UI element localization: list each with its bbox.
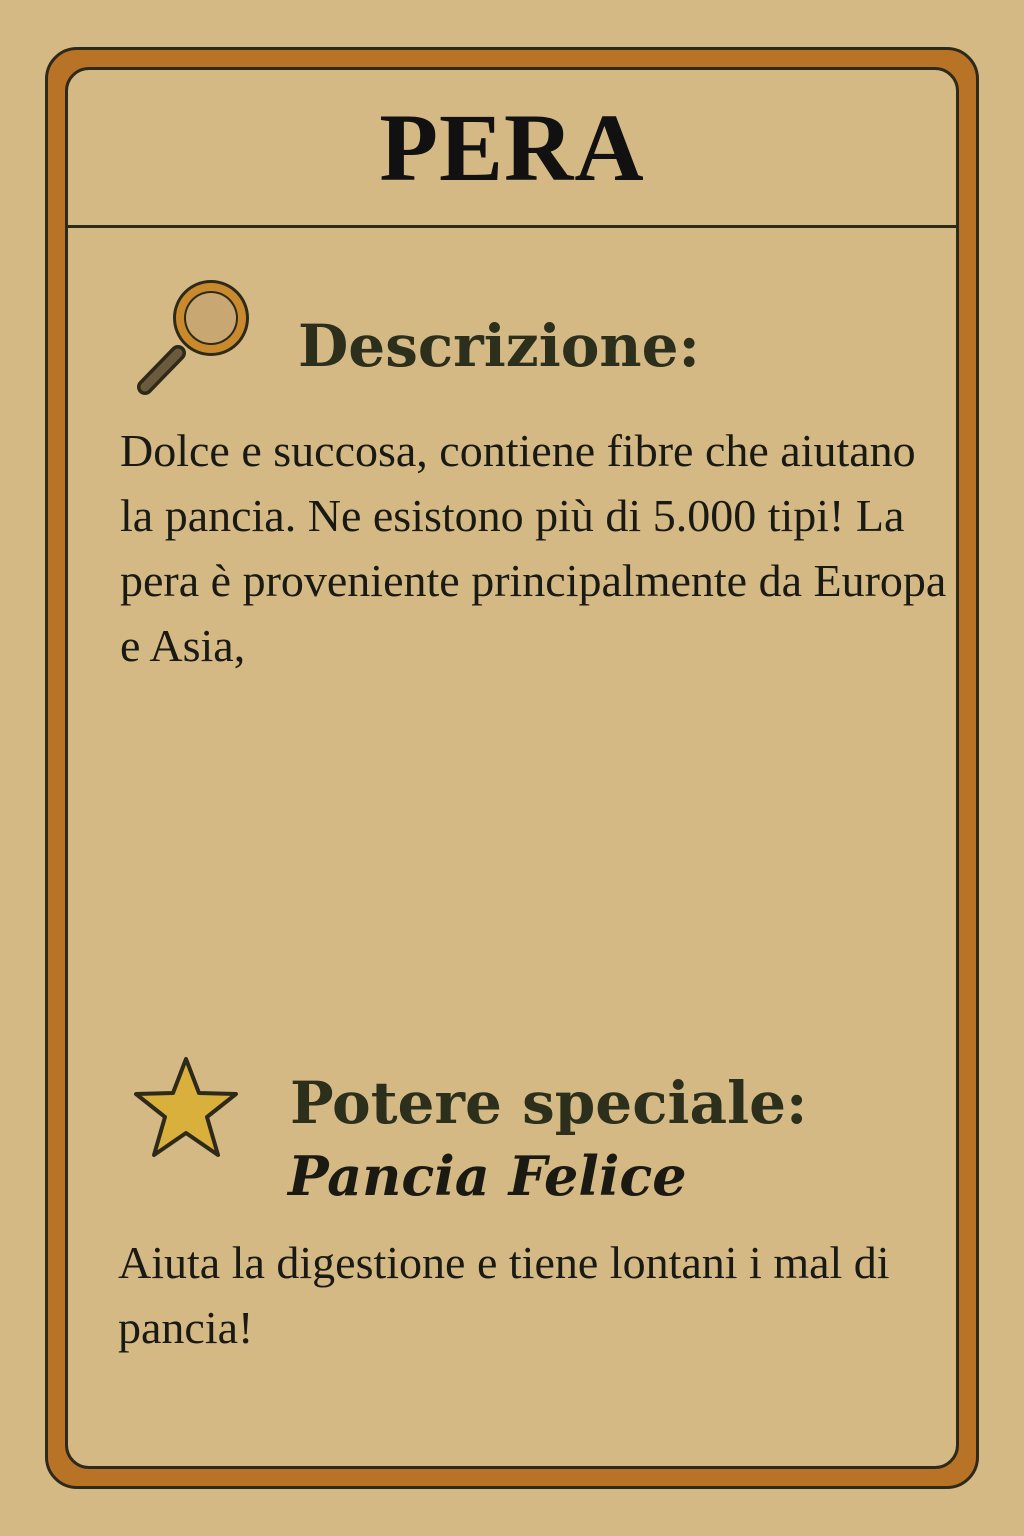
special-power-name: Pancia Felice (288, 1144, 687, 1208)
star-icon (131, 1055, 241, 1161)
description-text: Dolce e succosa, contiene fibre che aiutano la pancia. Ne esistono più di 5.000 tipi! La pera è proveniente principalmente da Europa e Asia, (120, 425, 947, 671)
card-body (65, 67, 959, 1469)
special-power-text: Aiuta la digestione e tiene lontani i mal di pancia! (118, 1237, 890, 1353)
title-bar (68, 70, 956, 228)
card-title: PERA (379, 94, 645, 201)
description-heading: Descrizione: (298, 312, 700, 380)
magnifier-icon (133, 275, 253, 395)
special-power-heading: Potere speciale: (290, 1069, 808, 1137)
card-frame (45, 47, 979, 1489)
